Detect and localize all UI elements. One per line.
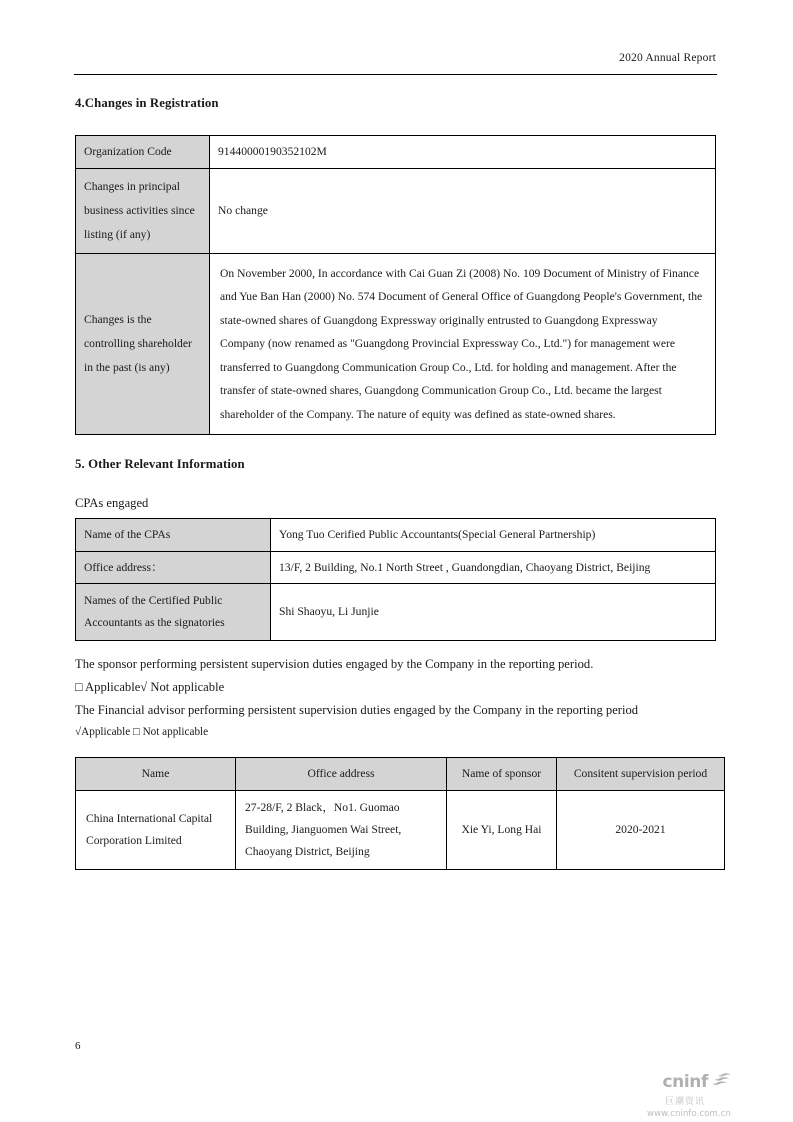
cpa-engaged-label: CPAs engaged	[75, 496, 149, 510]
row-label: Changes in principal business activities since listing (if any)	[76, 168, 210, 253]
section-heading-registration: 4.Changes in Registration	[75, 96, 219, 110]
cell-office-address: 27-28/F, 2 Black，No1. Guomao Building, Jianguomen Wai Street, Chaoyang District, Beijing	[236, 790, 447, 869]
table-row	[76, 584, 716, 641]
spacer	[75, 472, 716, 496]
row-value: On November 2000, In accordance with Cai Guan Zi (2008) No. 109 Document of Ministry of Finance and Yue Ban Han (2000) No. 574 Document of General Office of Guangdong People's Government, the state-owned shares of Guangdong Expressway originally entrusted to Guangdong Expressway Company (now renamed as "Guangdong Provincial Expressway Co., Ltd.") for management were transferred to Guangdong Communication Group Co., Ltd. for holding and management. After the transfer of state-owned shares, Guangdong Communication Group Co., Ltd. became the largest shareholder of the Company. The nature of equity was defined as state-owned shares.	[210, 253, 716, 435]
column-header-name: Name	[76, 758, 236, 791]
row-label: Name of the CPAs	[76, 519, 271, 552]
row-value: 13/F, 2 Building, No.1 North Street , Guandongdian, Chaoyang District, Beijing	[271, 551, 716, 584]
row-value: Shi Shaoyu, Li Junjie	[271, 584, 716, 641]
table-row	[76, 519, 716, 552]
spacer	[75, 111, 716, 135]
row-label: Office address：	[76, 551, 271, 584]
row-value: 91440000190352102M	[210, 136, 716, 169]
cpa-table	[75, 518, 716, 641]
watermark-chinese-text: 巨潮资讯	[664, 1097, 705, 1107]
cell-supervision-period: 2020-2021	[557, 790, 725, 869]
cell-name: China International Capital Corporation Limited	[76, 790, 236, 869]
sponsor-applicability-choice: □ Applicable√ Not applicable	[75, 680, 225, 694]
running-header: 2020 Annual Report	[619, 52, 716, 64]
table-row	[76, 790, 725, 869]
section-heading-other-information: 5. Other Relevant Information	[75, 457, 245, 471]
column-header-supervision-period: Consitent supervision period	[557, 758, 725, 791]
row-value: Yong Tuo Cerified Public Accountants(Special General Partnership)	[271, 519, 716, 552]
registration-table	[75, 135, 716, 435]
cninfo-logo-icon	[711, 1072, 731, 1093]
table-row	[76, 253, 716, 435]
spacer	[75, 435, 716, 457]
column-header-name-of-sponsor: Name of sponsor	[447, 758, 557, 791]
table-row	[76, 136, 716, 169]
row-label: Organization Code	[76, 136, 210, 169]
table-header-row	[76, 758, 725, 791]
cninfo-watermark	[613, 1072, 731, 1119]
page-content	[75, 96, 716, 870]
cell-name-of-sponsor: Xie Yi, Long Hai	[447, 790, 557, 869]
row-value: No change	[210, 168, 716, 253]
watermark-brand-row	[613, 1072, 731, 1093]
financial-advisor-table	[75, 757, 725, 870]
table-row	[76, 168, 716, 253]
row-label: Names of the Certified Public Accountants as the signatories	[76, 584, 271, 641]
watermark-url: www.cninfo.com.cn	[647, 1109, 731, 1119]
advisor-applicability-choice: √Applicable □ Not applicable	[75, 726, 209, 738]
row-label: Changes is the controlling shareholder in the past (is any)	[76, 253, 210, 435]
table-row	[76, 551, 716, 584]
advisor-statement: The Financial advisor performing persistent supervision duties engaged by the Company in the reporting period	[75, 703, 639, 717]
spacer	[75, 641, 716, 653]
column-header-office-address: Office address	[236, 758, 447, 791]
watermark-brand-text: cninf	[662, 1072, 708, 1092]
spacer	[75, 743, 716, 757]
sponsor-statement: The sponsor performing persistent supervision duties engaged by the Company in the reporting period.	[75, 657, 594, 671]
page-number: 6	[75, 1040, 81, 1052]
header-rule	[74, 74, 717, 75]
